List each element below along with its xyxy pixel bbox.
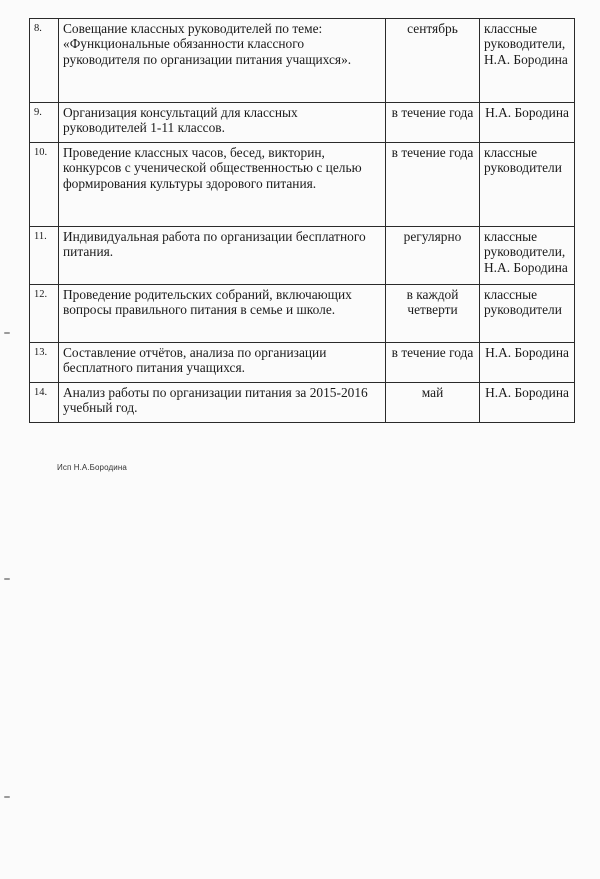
responsible-person: классные руководители, Н.А. Бородина xyxy=(480,227,575,285)
row-number: 10. xyxy=(30,143,59,227)
row-number: 12. xyxy=(30,285,59,343)
table-row xyxy=(30,143,575,227)
table-row xyxy=(30,343,575,383)
executor-signature: Исп Н.А.Бородина xyxy=(57,463,127,472)
event-description: Индивидуальная работа по организации бесплатного питания. xyxy=(59,227,386,285)
event-description: Организация консультаций для классных руководителей 1-11 классов. xyxy=(59,103,386,143)
scan-mark xyxy=(4,796,10,798)
event-description: Анализ работы по организации питания за 2015-2016 учебный год. xyxy=(59,383,386,423)
table-row xyxy=(30,227,575,285)
row-number: 8. xyxy=(30,19,59,103)
event-date: в каждой четверти xyxy=(386,285,480,343)
table-row xyxy=(30,285,575,343)
scan-mark xyxy=(4,578,10,580)
table-row xyxy=(30,19,575,103)
table-row xyxy=(30,103,575,143)
responsible-person: классные руководители xyxy=(480,143,575,227)
row-number: 13. xyxy=(30,343,59,383)
event-description: Составление отчётов, анализа по организации бесплатного питания учащихся. xyxy=(59,343,386,383)
scan-mark xyxy=(4,332,10,334)
responsible-person: Н.А. Бородина xyxy=(480,103,575,143)
event-description: Совещание классных руководителей по теме: «Функциональные обязанности классного руководителя по организации питания учащихся». xyxy=(59,19,386,103)
responsible-person: Н.А. Бородина xyxy=(480,383,575,423)
row-number: 14. xyxy=(30,383,59,423)
event-date: регулярно xyxy=(386,227,480,285)
event-date: май xyxy=(386,383,480,423)
event-date: в течение года xyxy=(386,143,480,227)
table-row xyxy=(30,383,575,423)
event-description: Проведение классных часов, бесед, викторин, конкурсов с ученической общественностью с целью формирования культуры здорового питания. xyxy=(59,143,386,227)
event-date: сентябрь xyxy=(386,19,480,103)
responsible-person: классные руководители, Н.А. Бородина xyxy=(480,19,575,103)
row-number: 9. xyxy=(30,103,59,143)
event-date: в течение года xyxy=(386,343,480,383)
row-number: 11. xyxy=(30,227,59,285)
event-date: в течение года xyxy=(386,103,480,143)
responsible-person: Н.А. Бородина xyxy=(480,343,575,383)
responsible-person: классные руководители xyxy=(480,285,575,343)
activity-plan-table xyxy=(29,18,575,423)
event-description: Проведение родительских собраний, включающих вопросы правильного питания в семье и школе. xyxy=(59,285,386,343)
